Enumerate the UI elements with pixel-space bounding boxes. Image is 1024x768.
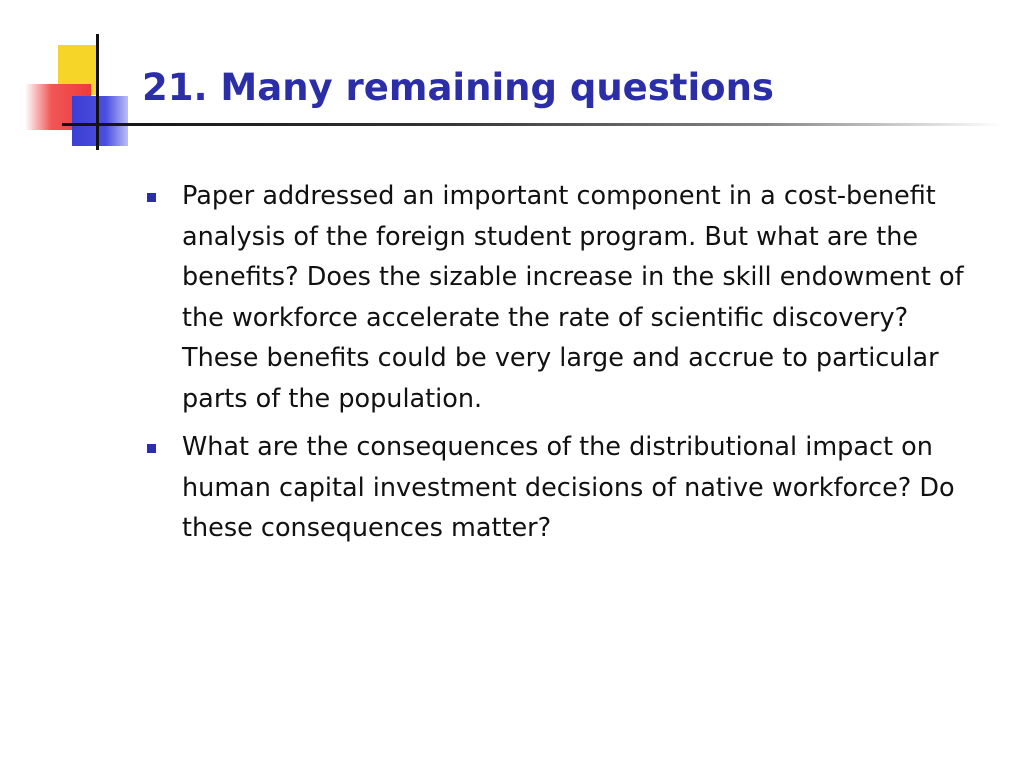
square-bullet-icon <box>147 444 156 453</box>
bullet-text: What are the consequences of the distributional impact on human capital investment decisions of native workforce? Do these consequences matter? <box>182 432 955 543</box>
slide-title: 21. Many remaining questions <box>142 66 774 109</box>
bullet-item <box>144 427 974 549</box>
bullet-item <box>144 176 974 419</box>
bullet-text: Paper addressed an important component in a cost-benefit analysis of the foreign student program. But what are the benefits? Does the sizable increase in the skill endowment of the workforce accelerate the rate of scientific discovery? These benefits could be very large and accrue to particular parts of the population. <box>182 181 964 414</box>
bullet-list <box>144 176 974 557</box>
blue-square-decoration <box>72 96 128 146</box>
square-bullet-icon <box>147 193 156 202</box>
vertical-rule-decoration <box>96 34 99 150</box>
title-underline-rule <box>62 123 1002 126</box>
